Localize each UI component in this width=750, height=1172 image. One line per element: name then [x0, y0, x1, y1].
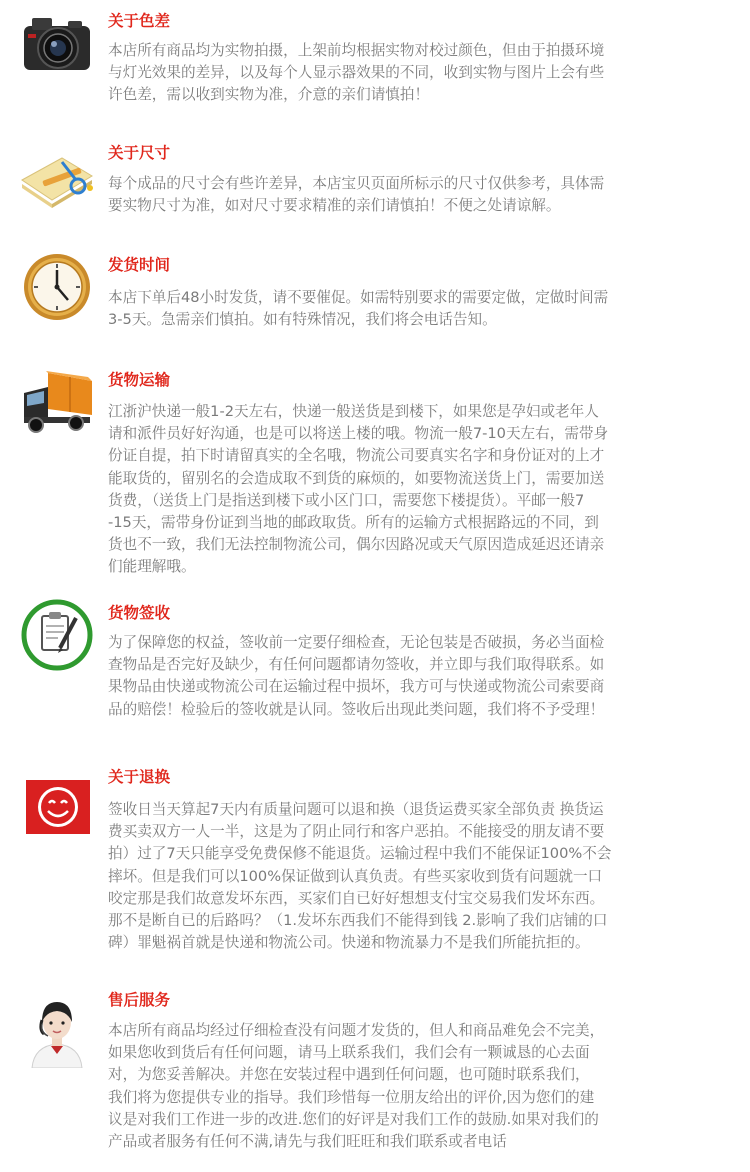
clock-icon	[18, 248, 96, 326]
truck-icon	[18, 363, 96, 441]
section-title: 关于尺寸	[108, 144, 171, 162]
section-title: 货物运输	[108, 371, 171, 389]
clipboard-icon	[18, 596, 96, 674]
section-body: 本店下单后48小时发货，请不要催促。如需特别要求的需要定做，定做时间需 3-5天。急需亲们慎拍。如有特殊情况，我们将会电话告知。	[108, 289, 609, 329]
section-title: 发货时间	[108, 256, 171, 274]
section-body: 本店所有商品均经过仔细检查没有问题才发货的，但人和商品难免会不完美， 如果您收到货后有任何问题，请马上联系我们，我们会有一颗诚恳的心去面 对，为您妥善解决。并您在安装过程中遇到任何问题，也可随时联系我们， 我们将为您提供专业的指导。我们珍惜每一位朋友给出的评价,因为您们的建 议是对我们工作进一步的改进.您们的好评是对我们工作的鼓励.如果对我们的 产品或者服务有任何不满,请先与我们旺旺和我们联系或者电话	[108, 1022, 605, 1151]
section-body: 每个成品的尺寸会有些许差异，本店宝贝页面所标示的尺寸仅供参考，具体需 要实物尺寸为准，如对尺寸要求精准的亲们请慎拍！不便之处请谅解。	[108, 175, 605, 215]
section-body: 本店所有商品均为实物拍摄，上架前均根据实物对校过颜色，但由于拍摄环境 与灯光效果的差异，以及每个人显示器效果的不同，收到实物与图片上会有些 许色差，需以收到实物为准，介意的亲们请慎拍！	[108, 42, 605, 104]
section-body: 签收日当天算起7天内有质量问题可以退和换（退货运费买家全部负责 换货运 费买卖双方一人一半，这是为了阴止同行和客户恶拍。不能接受的朋友请不要 拍）过了7天只能享受免费保修不能退货。运输过程中我们不能保证100%不会 摔坏。但是我们可以100%保证做到认真负责。有些买家收到货有问题就一口 咬定那是我们故意发坏东西，买家们自已好好想想支付宝交易我们发坏东西。 那不是断自已的后路吗？（1.发坏东西我们不能得到钱 2.影响了我们店铺的口 碑）罪魁祸首就是快递和物流公司。快递和物流暴力不是我们所能抗拒的。	[108, 801, 612, 952]
customer-service-icon	[18, 990, 96, 1068]
ruler-icon	[18, 140, 96, 218]
section-title: 关于退换	[108, 768, 171, 786]
section-title: 货物签收	[108, 604, 171, 622]
camera-icon	[18, 4, 96, 82]
section-body: 江浙沪快递一般1-2天左右，快递一般送货是到楼下，如果您是孕妇或老年人 请和派件员好好沟通，也是可以将送上楼的哦。物流一般7-10天左右，需带身 份证自提，拍下时请留真实的全名哦，物流公司要真实名字和身份证对的上才 能取货的，留别名的会造成取不到货的麻烦的，如要物流送货上门，需要加送 货费，（送货上门是指送到楼下或小区门口，需要您下楼提货）。平邮一般7 -15天，需带身份证到当地的邮政取货。所有的运输方式根据路远的不同，到 货也不一致，我们无法控制物流公司，偶尔因路况或天气原因造成延迟还请亲 们能理解哦。	[108, 403, 609, 576]
section-body: 为了保障您的权益，签收前一定要仔细检查，无论包装是否破损，务必当面检 查物品是否完好及缺少，有任何问题都请勿签收，并立即与我们取得联系。如 果物品由快递或物流公司在运输过程中损坏，我方可与快递或物流公司索要商 品的赔偿！检验后的签收就是认同。签收后出现此类问题，我们将不予受理！	[108, 634, 605, 718]
smiley-icon	[18, 768, 96, 846]
section-title: 关于色差	[108, 12, 171, 30]
section-title: 售后服务	[108, 991, 171, 1009]
